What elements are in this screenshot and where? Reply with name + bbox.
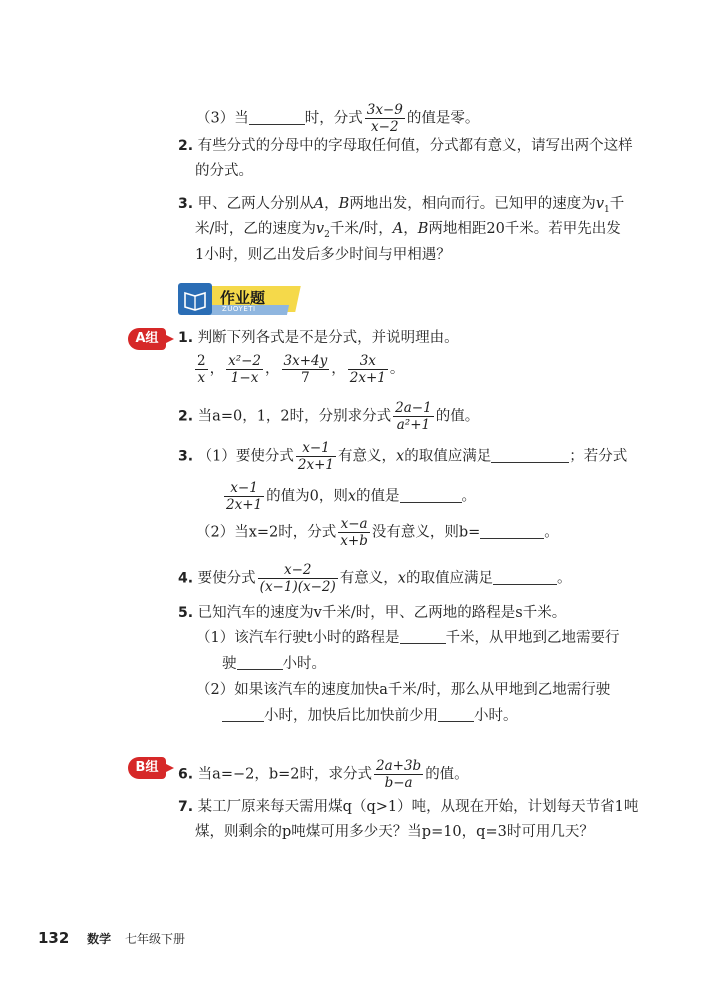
- fraction: [338, 516, 370, 549]
- question-number: 2.: [178, 408, 194, 425]
- text: 判断下列各式是不是分式，并说明理由。: [197, 330, 459, 346]
- fraction: [282, 353, 330, 386]
- text: 时，分式: [304, 110, 363, 127]
- text: 有些分式的分母中的字母取任何值，分式都有意义，请写出两个这样: [197, 138, 633, 154]
- page-number: 132: [38, 929, 70, 947]
- text: 的值是: [356, 488, 400, 505]
- text: 已知汽车的速度为v千米/时，甲、乙两地的路程是s千米。: [197, 605, 567, 621]
- denominator: (x−1)(x−2): [259, 579, 336, 595]
- numerator: x−1: [302, 440, 330, 456]
- hw-q1: [178, 328, 459, 348]
- text: 千米，从甲地到乙地需要行: [445, 630, 620, 646]
- text: ，: [403, 221, 418, 237]
- text: ；若分式: [569, 448, 628, 465]
- question-number: 3.: [178, 448, 194, 465]
- numerator: 2a+3b: [376, 758, 422, 774]
- fraction: [296, 440, 336, 473]
- text: ，: [265, 361, 280, 377]
- section-pinyin: ZUOYETI: [222, 305, 256, 313]
- denominator: x−2: [365, 118, 405, 135]
- question-number: 3.: [178, 196, 194, 212]
- denominator: a²+1: [393, 416, 434, 433]
- numerator: 2: [197, 352, 206, 369]
- group-b-badge: B组: [128, 757, 166, 779]
- text: 的取值应满足: [405, 570, 493, 587]
- subscript: 2: [324, 229, 330, 240]
- fraction: [393, 400, 434, 433]
- numerator: 3x: [359, 352, 376, 369]
- text: 某工厂原来每天需用煤q（q>1）吨，从现在开始，计划每天节省1吨: [197, 799, 639, 815]
- page-footer: [38, 929, 185, 947]
- hw-q5-part1b: [222, 654, 326, 674]
- answer-blank[interactable]: [400, 629, 446, 644]
- answer-blank[interactable]: [480, 524, 544, 539]
- text: 小时。: [282, 656, 326, 672]
- fraction: [365, 102, 405, 135]
- denominator: x+b: [340, 533, 368, 549]
- text: 米/时，乙的速度为: [195, 221, 316, 237]
- text: 千: [609, 196, 625, 212]
- hw-q5-part2b: [222, 706, 518, 726]
- text: 的值。: [435, 408, 480, 425]
- question-number: 6.: [178, 766, 194, 783]
- fraction: [224, 480, 264, 513]
- hw-q5-part1: [196, 628, 620, 648]
- text: ，: [324, 196, 339, 212]
- prev-q3-line2: [195, 219, 621, 239]
- text: 煤，则剩余的p吨煤可用多少天？当p=10，q=3时可用几天？: [195, 824, 594, 840]
- hw-q7: [178, 797, 638, 817]
- grade: 七年级下册: [124, 932, 185, 946]
- hw-q5: [178, 603, 566, 623]
- text: x: [397, 570, 406, 587]
- text: 驶: [222, 656, 237, 672]
- text: 当a=0，1，2时，分别求分式: [197, 408, 392, 425]
- text: v: [315, 221, 325, 237]
- denominator: 2x+1: [297, 457, 335, 473]
- numerator: x−a: [340, 516, 368, 532]
- answer-blank[interactable]: [400, 488, 462, 503]
- text: 要使分式: [197, 570, 256, 587]
- group-a-badge: A组: [128, 328, 166, 350]
- text: 。: [544, 524, 559, 541]
- text: x: [347, 488, 357, 505]
- question-number: 4.: [178, 570, 194, 587]
- text: x: [396, 448, 405, 465]
- section-title: 作业题: [220, 289, 266, 307]
- homework-banner: [178, 283, 300, 317]
- text: 有意义，: [339, 570, 398, 587]
- subscript: 1: [604, 204, 610, 215]
- hw-q2: [178, 400, 479, 433]
- text: 1小时，则乙出发后多少时间与甲相遇？: [195, 247, 451, 263]
- denominator: 2x+1: [226, 497, 263, 513]
- text: 。: [556, 570, 572, 587]
- text: 的分式。: [195, 163, 253, 179]
- text: 小时。: [474, 708, 518, 724]
- fraction: [195, 353, 208, 386]
- text: A: [313, 196, 325, 212]
- text: 甲、乙两人分别从: [197, 196, 314, 212]
- question-number: 2.: [178, 138, 194, 154]
- hw-q3-part1: [178, 440, 627, 473]
- fraction: [226, 353, 263, 386]
- text: 千米/时，: [329, 221, 393, 237]
- hw-q5-part2: [196, 680, 610, 700]
- subject: 数学: [87, 932, 112, 946]
- text: 两地相距20千米。若甲先出发: [428, 221, 621, 237]
- text: B: [417, 221, 429, 237]
- text: ，: [331, 361, 346, 377]
- text: 有意义，: [338, 448, 397, 465]
- hw-q6: [178, 758, 469, 791]
- numerator: x−1: [230, 480, 258, 496]
- prev-q3c: [196, 102, 479, 135]
- text: 当a=−2，b=2时，求分式: [197, 766, 372, 783]
- denominator: 2x+1: [349, 369, 386, 386]
- numerator: 2a−1: [395, 400, 432, 416]
- fraction: [258, 562, 338, 595]
- answer-blank[interactable]: [237, 655, 283, 670]
- text: 的值是零。: [406, 110, 480, 127]
- text: （1）该汽车行驶t小时的路程是: [196, 630, 400, 646]
- hw-q1-fractions: [193, 352, 404, 386]
- book-icon: [178, 283, 212, 315]
- denominator: 7: [282, 369, 330, 386]
- numerator: x−2: [283, 562, 312, 578]
- denominator: x: [195, 369, 208, 386]
- text: （2）当x=2时，分式: [196, 524, 337, 541]
- question-number: 1.: [178, 330, 194, 346]
- text: A: [392, 221, 404, 237]
- numerator: x²−2: [228, 352, 262, 369]
- question-number: 7.: [178, 799, 194, 815]
- text: 的值。: [425, 766, 469, 783]
- text: B: [338, 196, 350, 212]
- text: 小时，加快后比加快前少用: [264, 708, 438, 724]
- denominator: b−a: [374, 774, 423, 791]
- text: v: [595, 196, 605, 212]
- text: 没有意义，则b=: [371, 524, 481, 541]
- hw-q4: [178, 562, 571, 595]
- prev-q2: [178, 136, 633, 156]
- question-number: 5.: [178, 605, 194, 621]
- answer-blank[interactable]: [249, 110, 305, 125]
- text: 。: [461, 488, 477, 505]
- text: 两地出发，相向而行。已知甲的速度为: [349, 196, 596, 212]
- numerator: 3x+4y: [283, 352, 328, 369]
- numerator: 3x−9: [366, 102, 403, 118]
- answer-blank[interactable]: [222, 707, 264, 722]
- text: 的取值应满足: [404, 448, 492, 465]
- fraction: [348, 353, 388, 386]
- text: （2）如果该汽车的速度加快a千米/时，那么从甲地到乙地需行驶: [196, 682, 611, 698]
- answer-blank[interactable]: [491, 448, 569, 463]
- text: 。: [389, 361, 405, 377]
- denominator: 1−x: [226, 369, 263, 386]
- prev-q3: [178, 194, 624, 214]
- fraction: [374, 758, 423, 791]
- hw-q3-part2: [196, 516, 559, 549]
- text: （3）当: [196, 110, 249, 127]
- text: 的值为0，则: [266, 488, 348, 505]
- answer-blank[interactable]: [438, 707, 474, 722]
- text: ，: [209, 361, 225, 377]
- text: （1）要使分式: [197, 448, 294, 465]
- answer-blank[interactable]: [493, 570, 557, 585]
- hw-q3-part1b: [222, 480, 476, 513]
